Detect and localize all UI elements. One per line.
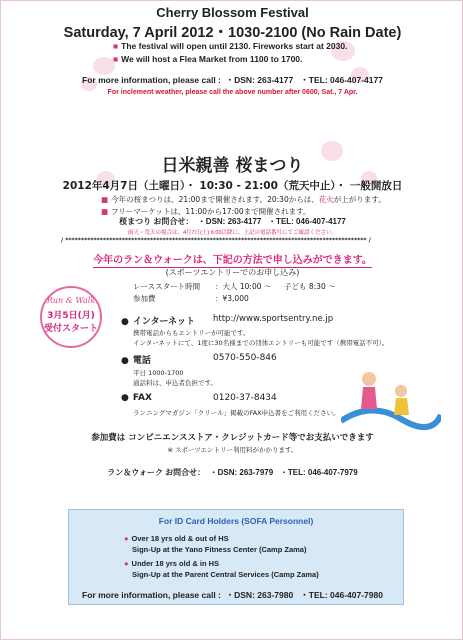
bullet-icon: ■	[101, 207, 109, 216]
english-bullet-1	[113, 41, 347, 51]
badge-start: 受付スタート	[43, 324, 98, 334]
race-start-adult: ：大人 10:00 〜	[215, 282, 272, 291]
blossom-decoration	[93, 57, 115, 75]
internet-section	[121, 314, 195, 327]
info-dsn: ・DSN: 263-7979	[209, 468, 274, 477]
jp-weather-note: 雨天・荒天の場合は、4月7日(土) 6:00以降に、上記の電話番号にてご確認ください。	[127, 230, 338, 236]
english-bullet-2	[113, 54, 302, 64]
jp-bullet-1	[101, 194, 386, 205]
sofa-item-2	[124, 559, 219, 568]
bullet-icon: ●	[124, 559, 129, 568]
fax-note: ランニングマガジン「クリール」掲載のFAX申込書をご利用ください。	[133, 409, 340, 417]
sofa-item-2-detail: Sign-Up at the Parent Central Services (Camp Zama)	[132, 570, 319, 579]
sofa-item-2-line-1: Under 18 yrs old & in HS	[131, 559, 220, 568]
bullet-text: フリーマーケットは、11:00から17:00まで開催されます。	[111, 207, 311, 216]
fax-number: 0120-37-8434	[213, 393, 277, 403]
sofa-item-1-line-1: Over 18 yrs old & out of HS	[131, 534, 229, 543]
bullet-text: We will host a Flea Market from 1100 to 1700.	[121, 54, 303, 64]
bullet-icon: ●	[124, 534, 129, 543]
info-dsn: ・DSN: 263-7980	[225, 590, 294, 600]
fax-section	[121, 393, 152, 403]
sofa-item-1	[124, 534, 229, 543]
internet-note-1: 携帯電話からもエントリーが可能です。	[133, 329, 250, 337]
fee-label: 参加費	[133, 294, 156, 303]
info-tel: ・TEL: 046-407-7979	[279, 468, 358, 477]
run-walk-subhead: (スポーツエントリーでのお申し込み)	[165, 268, 300, 277]
phone-section	[121, 353, 151, 366]
info-tel: ・TEL: 046-407-7980	[300, 590, 383, 600]
bullet-icon: ■	[113, 41, 119, 51]
info-label: For more information, please call :	[82, 75, 221, 85]
star-separator: / ************************************************************************************************ /	[61, 237, 371, 244]
bullet-icon: ●	[121, 393, 129, 403]
phone-hours: 平日 1000-1700	[133, 369, 184, 377]
run-walk-headline	[1, 251, 463, 266]
bullet-icon: ■	[101, 195, 109, 204]
info-label: ラン＆ウォーク お問合せ：	[107, 468, 206, 477]
jp-info-line	[1, 216, 463, 227]
bullet-icon: ■	[113, 54, 119, 64]
sofa-info-line	[1, 589, 463, 601]
sofa-title: For ID Card Holders (SOFA Personnel)	[158, 516, 314, 526]
english-weather-note: For inclement weather, please call the above number after 0600, Sat., 7 Apr.	[107, 89, 358, 96]
payment-note: ※ スポーツエントリー利用料がかかります。	[167, 446, 298, 454]
headline-text: 今年のラン＆ウォークは、下記の方法で申し込みができます。	[93, 255, 372, 266]
badge-date: 3月5日(月)	[47, 311, 95, 321]
bullet-text: 今年の桜まつりは、21:00まで開催されます。20:30からは、	[111, 195, 319, 204]
festival-date-line: Saturday, 7 April 2012・1030-2100 (No Rain Date)	[63, 25, 402, 41]
jp-festival-title: 日米親善 桜まつり	[161, 156, 304, 176]
festival-title: Cherry Blossom Festival	[156, 5, 309, 20]
phone-label: 電話	[132, 356, 151, 366]
internet-url[interactable]: http://www.sportsentry.ne.jp	[213, 314, 334, 324]
race-start-label: レーススタート時間	[133, 282, 201, 291]
bullet-text: が上がります。	[333, 195, 386, 204]
phone-fee-note: 通話料は、申込者負担です。	[133, 379, 217, 387]
info-tel: ・TEL: 046-407-4177	[300, 75, 383, 85]
registration-start-badge	[40, 286, 102, 348]
race-start-child: 子ども 8:30 〜	[284, 282, 336, 291]
phone-number: 0570-550-846	[213, 353, 277, 363]
runners-illustration	[341, 361, 441, 441]
bullet-icon: ●	[121, 356, 129, 366]
info-tel: ・TEL: 046-407-4177	[268, 217, 346, 226]
fireworks-highlight: 花火	[318, 195, 334, 204]
info-dsn: ・DSN: 263-4177	[225, 75, 294, 85]
bullet-text: The festival will open until 2130. Fireworks start at 2030.	[121, 41, 348, 51]
run-walk-info-line	[1, 467, 463, 478]
fee-value: ：¥3,000	[215, 294, 249, 303]
bullet-icon: ●	[121, 317, 129, 327]
english-info-line	[1, 74, 463, 86]
info-dsn: ・DSN: 263-4177	[197, 217, 262, 226]
info-label: For more information, please call :	[82, 590, 221, 600]
info-label: 桜まつり お問合せ：	[119, 217, 194, 226]
badge-run-walk: Run & Walk	[46, 296, 96, 305]
internet-label: インターネット	[132, 317, 196, 327]
fax-label: FAX	[132, 393, 152, 403]
payment-line: 参加費は コンビニエンスストア・クレジットカード等でお支払いできます	[91, 433, 374, 443]
jp-date-line: 2012年4月7日（土曜日）・ 10:30 - 21:00（荒天中止）・ 一般開放日	[62, 180, 403, 192]
internet-note-2: インターネットにて、1度に30名様までの団体エントリーも可能です（携帯電話不可）。	[133, 339, 389, 347]
sofa-item-1-detail: Sign-Up at the Yano Fitness Center (Camp Zama)	[132, 545, 307, 554]
